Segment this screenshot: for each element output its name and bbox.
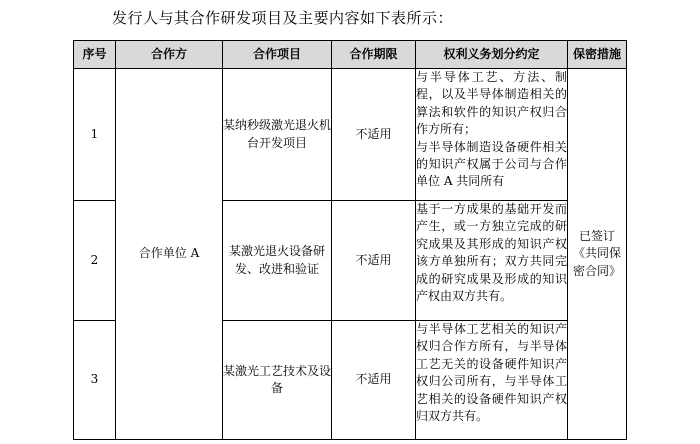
rights-clause: 基于一方成果的基础开发而产生，或一方独立完成的研究成果及其形成的知识产权该方单独所有；双方共同完成的研究成果及形成的知识产权由双方共有。	[416, 202, 567, 304]
project-cell	[223, 69, 332, 201]
table-row	[74, 69, 627, 201]
project-name: 某激光退火设备研发、改进和验证	[228, 244, 325, 276]
project-cell	[223, 321, 332, 440]
header-project: 合作项目	[223, 41, 332, 69]
partner-cell: 合作单位 A	[116, 69, 223, 440]
confidentiality-cell	[568, 69, 627, 440]
row-number: 1	[74, 69, 116, 201]
table-header-row	[74, 41, 627, 69]
rights-clause: 与半导体工艺、方法、制程，以及半导体制造相关的算法和软件的知识产权归合作方所有；	[416, 70, 567, 137]
header-term: 合作期限	[332, 41, 416, 69]
intro-text: 发行人与其合作研发项目及主要内容如下表所示：	[112, 9, 454, 27]
project-name: 某纳秒级激光退火机台开发项目	[223, 118, 332, 150]
term-cell: 不适用	[332, 69, 416, 201]
term-cell: 不适用	[332, 321, 416, 440]
header-rights: 权利义务划分约定	[416, 41, 568, 69]
header-no: 序号	[74, 41, 116, 69]
row-number: 2	[74, 201, 116, 321]
header-confidentiality: 保密措施	[568, 41, 627, 69]
project-cell	[223, 201, 332, 321]
rights-clause: 与半导体制造设备硬件相关的知识产权属于公司与合作单位 A 共同所有	[416, 139, 567, 189]
rights-cell	[416, 321, 568, 440]
rights-cell	[416, 201, 568, 321]
confidentiality-text: 已签订《共同保密合同》	[572, 228, 621, 278]
term-cell: 不适用	[332, 201, 416, 321]
project-name: 某激光工艺技术及设备	[223, 363, 332, 395]
rights-cell	[416, 69, 568, 201]
cooperation-table	[73, 40, 627, 440]
header-partner: 合作方	[116, 41, 223, 69]
rights-clause: 与半导体工艺相关的知识产权归合作方所有，与半导体工艺无关的设备硬件知识产权归公司所有，与半导体工艺相关的设备硬件知识产权归双方共有。	[416, 322, 567, 424]
row-number: 3	[74, 321, 116, 440]
